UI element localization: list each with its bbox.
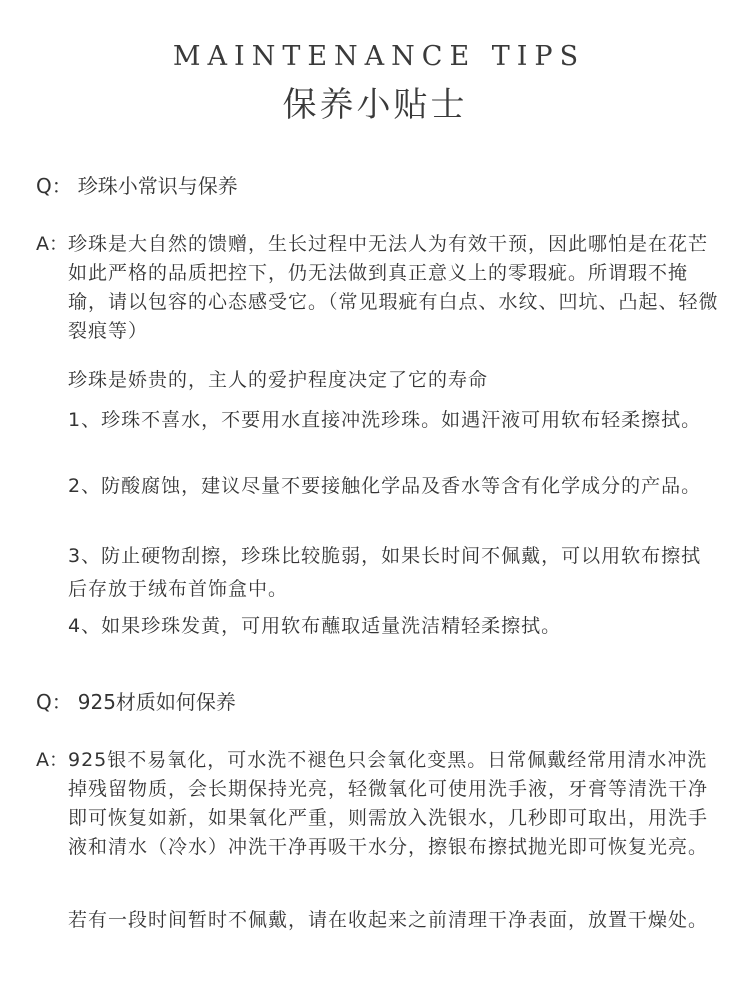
answer-prefix: A： [36,749,68,771]
page-header [0,38,750,128]
question-prefix: Q： [36,174,72,198]
question-prefix: Q： [36,690,72,714]
question-925 [36,688,236,716]
pearl-tip-4: 4、如果珍珠发黄，可用软布蘸取适量洗洁精轻柔擦拭。 [68,615,562,637]
answer-925 [36,746,726,862]
answer-prefix: A： [36,233,68,255]
answer-text: 925银不易氧化，可水洗不褪色只会氧化变黑。日常佩戴经常用清水冲洗掉残留物质，会长期保持光亮，轻微氧化可使用洗手液，牙膏等清洗干净即可恢复如新，如果氧化严重，则需放入洗银水，几秒即可取出，用洗手液和清水（冷水）冲洗干净再吸干水分，擦银布擦拭抛光即可恢复光亮。 [68,749,709,858]
question-text: 925材质如何保养 [77,690,236,714]
pearl-intro: 珍珠是娇贵的，主人的爱护程度决定了它的寿命 [68,369,489,391]
answer-pearl [36,230,726,346]
pearl-tip-3: 3、防止硬物刮擦，珍珠比较脆弱，如果长时间不佩戴，可以用软布擦拭后存放于绒布首饰盒中。 [68,545,702,600]
answer-text: 珍珠是大自然的馈赠，生长过程中无法人为有效干预，因此哪怕是在花芒如此严格的品质把控下，仍无法做到真正意义上的零瑕疵。所谓瑕不掩瑜，请以包容的心态感受它。（常见瑕疵有白点、水纹、凹坑、凸起、轻微裂痕等） [68,233,719,342]
title-english: MAINTENANCE TIPS [172,41,586,72]
storage-note: 若有一段时间暂时不佩戴，请在收起来之前清理干净表面，放置干燥处。 [68,909,709,931]
pearl-tip-2: 2、防酸腐蚀，建议尽量不要接触化学品及香水等含有化学成分的产品。 [68,475,702,497]
pearl-tip-1: 1、珍珠不喜水，不要用水直接冲洗珍珠。如遇汗液可用软布轻柔擦拭。 [68,409,702,431]
question-text: 珍珠小常识与保养 [77,174,238,198]
title-chinese: 保养小贴士 [282,85,468,125]
question-pearl [36,172,238,200]
